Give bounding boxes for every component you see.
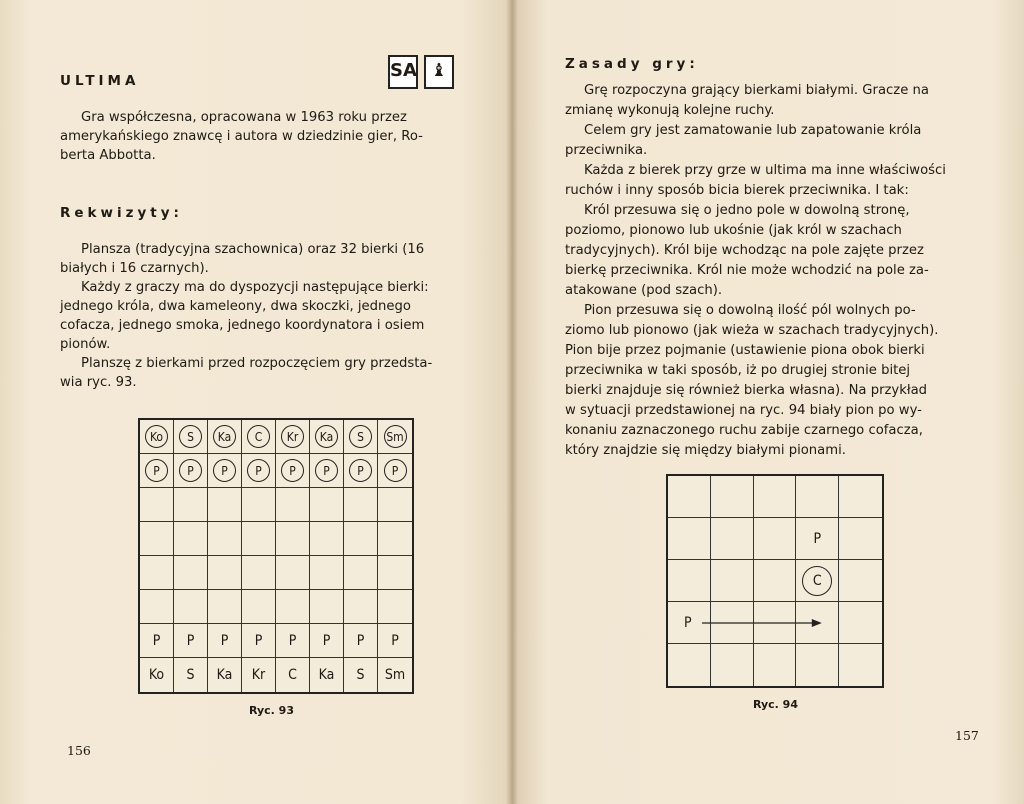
board-93-square [344,590,378,624]
board-93-square [140,658,174,692]
body-line: w sytuacji przedstawionej na ryc. 94 biały pion po wy- [565,403,922,418]
board-93-square [378,624,412,658]
black-piece: Ka [213,425,236,448]
board-93-square [276,556,310,590]
white-piece: Ka [318,667,335,683]
black-piece: S [179,425,202,448]
board-93-square [174,420,208,454]
black-piece: S [349,425,372,448]
board-93-square [208,522,242,556]
board-93-square [310,488,344,522]
body-line: ruchów i inny sposób bicia bierek przeciwnika. I tak: [565,183,909,198]
board-93-square [344,556,378,590]
board-93-square [310,522,344,556]
board-93-square [344,488,378,522]
board-93-square [208,590,242,624]
board-93-square [174,522,208,556]
black-piece: P [247,459,270,482]
board-93-square [208,488,242,522]
black-piece: P [315,459,338,482]
body-line: zmianę wykonują kolejne ruchy. [565,103,775,118]
black-piece: P [145,459,168,482]
white-piece: P [322,632,331,649]
section-heading-zasady-gry: Zasady gry: [565,56,699,72]
board-93-square [310,590,344,624]
white-piece: P [220,632,229,649]
black-piece: P [179,459,202,482]
body-line: który znajdzie się między białymi pionami. [565,443,846,458]
board-93-square [310,624,344,658]
body-line: Plansza (tradycyjna szachownica) oraz 32 bierki (16 [81,242,425,257]
logo-badge-1 [388,55,418,89]
black-piece: Ka [315,425,338,448]
book-spine-fold [506,0,518,804]
logo-letter-2: ♝ [430,60,448,81]
body-line: przeciwnika. [565,143,648,158]
intro-line: berta Abbotta. [60,148,156,163]
body-line: ziomo lub pionowo (jak wieża w szachach tradycyjnych). [565,323,939,338]
board-93-square [140,454,174,488]
white-piece: Kr [251,667,266,683]
board-93-square [140,624,174,658]
body-line: Grę rozpoczyna grający bierkami białymi. Gracze na [584,83,929,98]
board-93-square [174,454,208,488]
black-piece: P [281,459,304,482]
body-line: bierkę przeciwnika. Król nie może wchodzić na pole za- [565,263,929,278]
black-piece: P [349,459,372,482]
white-piece: Ko [148,667,165,683]
board-93-square [242,658,276,692]
white-pawn-piece: P [684,614,692,631]
board-93-square [378,454,412,488]
board-93-square [378,488,412,522]
white-piece: S [186,667,195,683]
board-93-square [174,658,208,692]
body-line: poziomo, pionowo lub ukośnie (jak król w szachach [565,223,902,238]
black-cofacz-piece: C [802,566,832,596]
body-line: Celem gry jest zamatowanie lub zapatowanie króla [584,123,922,138]
board-93-square [242,420,276,454]
body-line: bierki znajduje się również bierka własna). Na przykład [565,383,928,398]
page-number-left: 156 [67,743,91,758]
board-93-square [242,624,276,658]
board-93-square [378,556,412,590]
board-93-square [140,522,174,556]
white-piece: P [152,632,161,649]
body-line: konaniu zaznaczonego ruchu zabije czarnego cofacza, [565,423,923,438]
board-93-square [344,624,378,658]
board-93-square [344,658,378,692]
board-93-square [344,420,378,454]
board-93-square [242,556,276,590]
diagram-ryc-93 [138,418,414,694]
page-number-right: 157 [955,728,979,743]
board-93-square [276,420,310,454]
white-piece: P [186,632,195,649]
board-93-square [276,454,310,488]
board-93-square [174,556,208,590]
body-line: Pion bije przez pojmanie (ustawienie piona obok bierki [565,343,925,358]
board-93-square [208,624,242,658]
board-93-square [310,420,344,454]
board-93-square [140,556,174,590]
body-line: Pion przesuwa się o dowolną ilość pól wolnych po- [584,303,916,318]
white-piece: S [356,667,365,683]
section-heading-rekwizyty: Rekwizyty: [60,205,183,221]
body-line: Planszę z bierkami przed rozpoczęciem gry przedsta- [81,356,433,371]
logo-badge-2 [424,55,454,89]
board-93-square [310,556,344,590]
diagram-ryc-94 [666,474,884,688]
black-piece: P [213,459,236,482]
board-93-square [174,590,208,624]
body-line: atakowane (pod szach). [565,283,723,298]
title-ultima: ULTIMA [60,73,140,89]
body-line: jednego króla, dwa kameleony, dwa skoczki, jednego [60,299,411,314]
black-piece: C [247,425,270,448]
board-93-square [208,556,242,590]
body-line: wia ryc. 93. [60,375,137,390]
white-pawn-piece: P [813,530,822,547]
white-piece: P [391,632,399,649]
white-piece: P [254,632,263,649]
white-piece: Ka [216,667,233,683]
black-piece: Kr [281,425,304,448]
board-93-square [378,590,412,624]
board-93-square [310,454,344,488]
board-93-square [208,658,242,692]
board-93-square [378,522,412,556]
board-93-square [174,488,208,522]
board-93-square [378,420,412,454]
board-93-square [344,522,378,556]
body-line: pionów. [60,337,111,352]
board-93-square [140,590,174,624]
board-93-square [276,658,310,692]
board-93-square [174,624,208,658]
board-93-square [140,488,174,522]
body-line: Każdy z graczy ma do dyspozycji następujące bierki: [81,280,429,295]
board-93-square [276,522,310,556]
intro-line: Gra współczesna, opracowana w 1963 roku przez [81,110,407,125]
white-piece: P [356,632,365,649]
body-line: przeciwnika w taki sposób, iż po drugiej stronie bitej [565,363,911,378]
right-page [512,0,1024,804]
body-line: Król przesuwa się o jedno pole w dowolną stronę, [584,203,910,218]
white-piece: Sm [384,667,406,683]
board-93-square [242,488,276,522]
figure-caption-94: Ryc. 94 [753,698,798,711]
board-93-square [276,590,310,624]
board-93-square [310,658,344,692]
move-arrow [668,476,882,686]
board-93-square [242,522,276,556]
move-arrow-head [812,619,822,627]
intro-line: amerykańskiego znawcę i autora w dziedzinie gier, Ro- [60,129,423,144]
board-93-square [140,420,174,454]
white-piece: P [288,632,297,649]
black-piece: Ko [145,425,168,448]
body-line: tradycyjnych). Król bije wchodząc na pole zajęte przez [565,243,924,258]
white-piece: C [288,667,297,683]
board-93-square [276,488,310,522]
board-93-square [242,590,276,624]
body-line: Każda z bierek przy grze w ultima ma inne właściwości [584,163,946,178]
black-piece: Sm [384,425,407,448]
black-piece: P [384,459,407,482]
board-93-square [208,454,242,488]
board-93-square [276,624,310,658]
body-line: cofacza, jednego smoka, jednego koordynatora i osiem [60,318,425,333]
board-93-square [344,454,378,488]
board-93-square [242,454,276,488]
board-93-square [378,658,412,692]
figure-caption-93: Ryc. 93 [249,704,294,717]
board-93-square [208,420,242,454]
body-line: białych i 16 czarnych). [60,261,209,276]
logo-letter-1: SA [390,60,417,81]
